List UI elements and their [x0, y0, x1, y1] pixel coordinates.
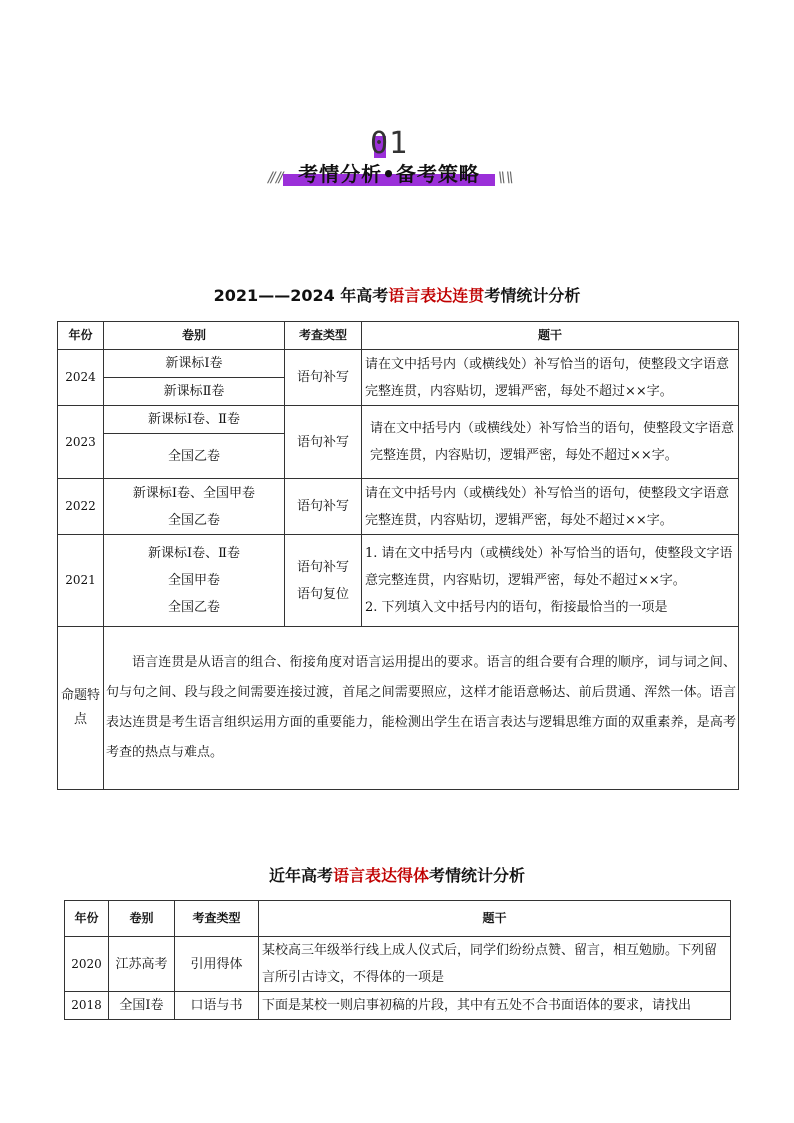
table2-title-highlight: 语言表达得体: [332, 866, 429, 885]
year-cell: 2022: [58, 479, 104, 535]
header-year: 年份: [58, 322, 104, 350]
paper-cell: 全国Ⅰ卷: [109, 992, 175, 1020]
header-type: 考查类型: [285, 322, 362, 350]
table-row: [65, 992, 731, 1020]
paper-line: 全国甲卷: [167, 573, 220, 588]
section-number: 01: [370, 126, 409, 161]
header-stem: 题干: [362, 322, 739, 350]
section-heading: 考情分析•备考策略: [298, 162, 480, 186]
paper-cell: 新课标Ⅰ卷、Ⅱ卷: [104, 406, 285, 434]
stem-cell: 请在文中括号内（或横线处）补写恰当的语句，使整段文字语意完整连贯，内容贴切，逻辑严密，每处不超过××字。: [362, 350, 739, 406]
table2-title-prefix: 近年高考: [268, 866, 333, 885]
type-cell: 口语与书: [175, 992, 259, 1020]
type-cell: 引用得体: [175, 937, 259, 992]
type-cell: [285, 535, 362, 627]
feature-row: [58, 627, 739, 790]
table2-title-suffix: 考情统计分析: [429, 866, 526, 885]
year-cell: 2018: [65, 992, 109, 1020]
table1-header-row: [58, 322, 739, 350]
decorative-slashes-left: // //: [268, 170, 282, 186]
section-header: [0, 122, 794, 202]
type-line: 语句补写: [296, 559, 349, 575]
header-type: 考查类型: [175, 901, 259, 937]
table-row: [65, 937, 731, 992]
paper-line: 全国乙卷: [167, 600, 220, 615]
type-cell: 语句补写: [285, 479, 362, 535]
stem-line: 2. 下列填入文中括号内的语句，衔接最恰当的一项是: [365, 600, 668, 615]
stem-cell: 请在文中括号内（或横线处）补写恰当的语句，使整段文字语意完整连贯，内容贴切，逻辑严密，每处不超过××字。: [362, 479, 739, 535]
feature-text: 语言连贯是从语言的组合、衔接角度对语言运用提出的要求。语言的组合要有合理的顺序，词与词之间、句与句之间、段与段之间需要连接过渡，首尾之间需要照应，这样才能语意畅达、前后贯通、浑然一体。语言表达连贯是考生语言组织运用方面的重要能力，能检测出学生在语言表达与逻辑思维方面的双重素养，是高考考查的热点与难点。: [104, 627, 739, 790]
type-cell: 语句补写: [285, 350, 362, 406]
stem-cell: 下面是某校一则启事初稿的片段，其中有五处不合书面语体的要求，请找出: [259, 992, 731, 1020]
stem-cell: 某校高三年级举行线上成人仪式后，同学们纷纷点赞、留言，相互勉励。下列留言所引古诗文，不得体的一项是: [259, 937, 731, 992]
table1-title: [0, 283, 794, 306]
paper-line: 新课标Ⅰ卷、全国甲卷: [132, 485, 256, 501]
paper-cell: [104, 479, 285, 535]
table-row: [58, 479, 739, 535]
table-row: [58, 350, 739, 378]
table-row: [58, 535, 739, 627]
year-cell: 2024: [58, 350, 104, 406]
header-paper: 卷别: [104, 322, 285, 350]
stem-line: 1. 请在文中括号内（或横线处）补写恰当的语句，使整段文字语意完整连贯，内容贴切，逻辑严密，每处不超过××字。: [365, 546, 733, 588]
year-cell: 2023: [58, 406, 104, 479]
stem-cell: 请在文中括号内（或横线处）补写恰当的语句，使整段文字语意完整连贯，内容贴切，逻辑严密，每处不超过××字。: [362, 406, 739, 479]
year-cell: 2021: [58, 535, 104, 627]
table2: [64, 900, 731, 1020]
paper-cell: 江苏高考: [109, 937, 175, 992]
paper-cell: 新课标Ⅰ卷: [104, 350, 285, 378]
table2-header-row: [65, 901, 731, 937]
type-line: 语句复位: [296, 586, 349, 602]
table1-title-suffix: 考情统计分析: [484, 286, 581, 305]
header-stem: 题干: [259, 901, 731, 937]
table1: [57, 321, 739, 790]
header-year: 年份: [65, 901, 109, 937]
paper-line: 新课标Ⅰ卷、Ⅱ卷: [148, 546, 240, 561]
year-cell: 2020: [65, 937, 109, 992]
paper-cell: [104, 535, 285, 627]
stem-cell: [362, 535, 739, 627]
header-paper: 卷别: [109, 901, 175, 937]
paper-cell: 全国乙卷: [104, 434, 285, 479]
paper-line: 全国乙卷: [167, 512, 220, 528]
table1-title-prefix: 2021——2024 年高考: [213, 286, 389, 305]
type-cell: 语句补写: [285, 406, 362, 479]
table1-title-highlight: 语言表达连贯: [388, 286, 485, 305]
table2-title: [0, 863, 794, 886]
table-row: [58, 406, 739, 434]
decorative-slashes-right: \\ \\: [498, 170, 512, 186]
feature-label: 命题特点: [58, 627, 104, 790]
paper-cell: 新课标Ⅱ卷: [104, 378, 285, 406]
